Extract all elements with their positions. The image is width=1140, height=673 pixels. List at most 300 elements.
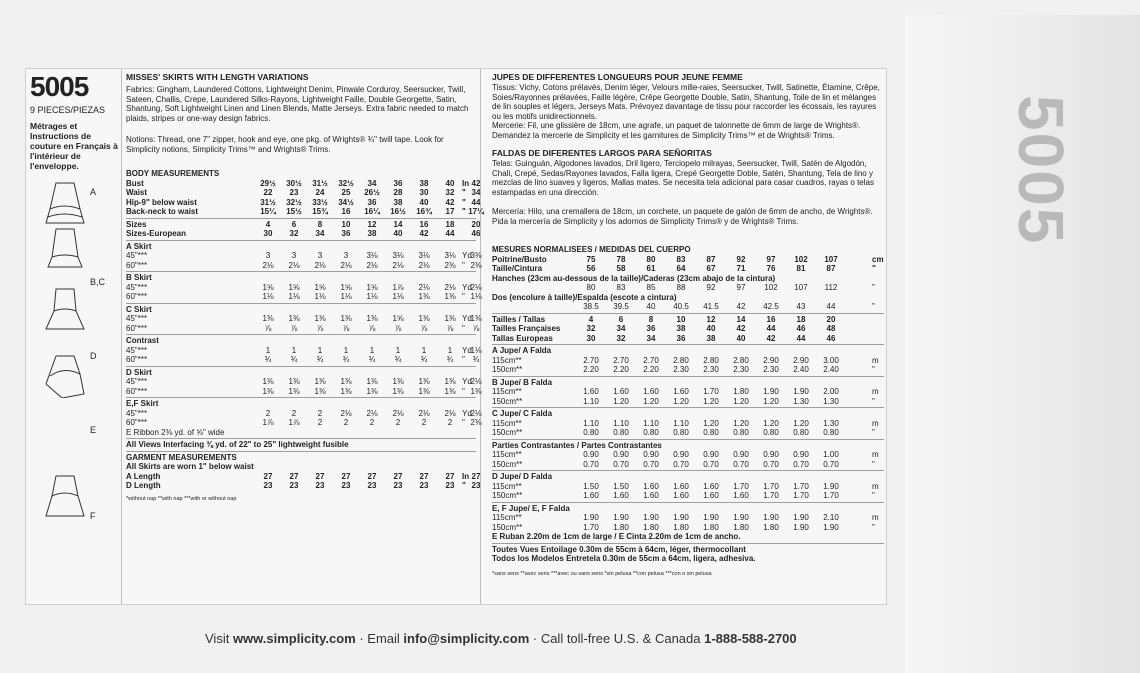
cell-value: 1.90 [763,513,779,522]
table-row [492,302,884,312]
cell-value: 1.20 [733,396,749,406]
cell-value: 17¼ [468,207,484,216]
cell-value: 1⅜ [288,314,300,323]
cell-value: 2 [395,418,401,427]
cell-value: 38.5 [583,302,599,311]
cell-value: 2.00 [823,387,839,396]
french-title: JUPES DE DIFFERENTES LONGUEURS POUR JEUNE FEMME [492,72,743,82]
cell-value: 0.80 [823,428,839,437]
cell-value: 92 [736,254,746,264]
cell-value: 2⅜ [470,418,482,427]
cell-value: 3 [343,251,349,260]
unit-label: " [462,188,466,197]
unit-label: " [872,491,875,500]
yardage-title: Contrast [126,336,159,345]
cell-value: 2⅛ [392,260,404,270]
cell-value: 3⅜ [470,251,482,260]
table-row [492,334,884,344]
view-label-e: E [90,425,97,435]
cell-value: 1⅜ [340,386,352,396]
view-label-a: A [90,187,97,197]
cell-value: 2.70 [643,355,659,365]
cell-value: ⅞ [446,323,454,333]
cell-value: 1.90 [643,513,659,522]
divider [126,218,476,219]
row-label: 115cm** [492,355,522,365]
cell-value: 0.80 [583,428,599,437]
cell-value: 40 [646,302,656,311]
cell-value: 1⅜ [444,386,456,396]
footer-contact [205,631,797,646]
cell-value: 1⅝ [288,282,300,292]
cell-value: 1.90 [763,387,779,396]
cell-value: 3⅛ [444,251,456,260]
cell-value: 1.10 [673,418,689,428]
cell-value: 2⅛ [444,282,456,292]
metrage-title: E, F Jupe/ E, F Falda [492,503,570,513]
cell-value: 0.70 [583,459,599,469]
row-label: Taille/Cintura [492,264,543,273]
cell-value: 1.80 [763,522,779,532]
cell-value: 1.80 [703,522,719,532]
cell-value: 23 [367,481,377,490]
cell-value: 2 [265,408,271,418]
cell-value: 2⅛ [418,408,430,418]
cell-value: 16 [341,207,351,216]
cell-value: 46 [826,333,836,343]
cell-value: 1.60 [733,491,749,500]
cell-value: 38 [706,333,716,343]
cell-value: 0.80 [673,428,689,437]
cell-value: 38 [419,178,429,188]
cell-value: 30 [419,188,429,197]
skirt-d-sketch [44,287,86,331]
unit-label: " [872,522,875,532]
unit-label: " [872,365,875,374]
cell-value: 2 [343,418,349,427]
cell-value: 1.60 [643,481,659,491]
mesures-title: MESURES NORMALISEES / MEDIDAS DEL CUERPO [492,245,691,254]
cell-value: 27 [263,471,273,481]
metrage-title: D Jupe/ D Falda [492,472,553,481]
cell-value: 1.60 [613,491,629,500]
english-title: MISSES' SKIRTS WITH LENGTH VARIATIONS [126,72,309,82]
cell-value: ¾ [368,355,376,364]
cell-value: 3⅛ [392,251,404,260]
cell-value: 1⅜ [418,377,430,386]
cell-value: 1⅛ [340,292,352,301]
cell-value: 97 [736,283,746,292]
unit-label: cm [872,254,884,264]
row-label: Tailles Françaises [492,324,561,333]
cell-value: 67 [706,264,716,273]
cell-value: 16 [766,314,776,324]
cell-value: 42 [419,229,429,238]
row-label: 45"*** [126,377,148,386]
cell-value: 2⅛ [366,408,378,418]
cell-value: 26½ [364,188,380,197]
cell-value: 32 [289,229,299,238]
cell-value: 36 [393,178,403,188]
cell-value: 1.80 [733,522,749,532]
dos-label: Dos (encolure à taille)/Espalda (escote a cintura) [492,292,677,302]
cell-value: 0.90 [793,450,809,459]
hanches-label: Hanches (23cm au-dessous de la taille)/Caderas (23cm abajo de la cintura) [492,273,776,283]
unit-label: " [872,428,875,437]
cell-value: 32 [445,188,455,197]
cell-value: 2⅛ [444,408,456,418]
table-row [126,260,482,271]
cell-value: 1⅜ [340,377,352,386]
unit-label: Yd [462,314,472,323]
cell-value: 1⅛ [392,292,404,301]
cell-value: 1.70 [823,491,839,500]
cell-value: 40 [706,324,716,333]
divider [126,366,476,367]
cell-value: 83 [616,283,626,292]
table-row [126,408,482,419]
cell-value: ¾ [420,355,428,364]
cell-value: 1⅜ [314,386,326,396]
fabrics-text: Fabrics: Gingham, Laundered Cottons, Lightweight Denim, Pinwale Corduroy, Seersucker, Twill, Sateen, Challis, Crepe, Laundered Silks-Rayons, Lightweight Faille, Double Georgette, Satin, Shantung, Soft Lightweight Linen and Linen Blends, Matte Jerseys. Extra fabric needed to match plaids, stripes or one-way design fabrics. [126,85,469,123]
cell-value: 27 [471,471,481,481]
table-row [126,292,482,302]
cell-value: 1.90 [673,513,689,522]
cell-value: 1 [447,345,453,355]
unit-label: " [462,207,466,216]
row-label: 60"*** [126,418,148,427]
row-label: 45"*** [126,408,148,418]
row-label: Sizes [126,219,147,229]
phone-number: 1-888-588-2700 [704,631,797,646]
cell-value: 1⅜ [262,314,274,323]
skirt-a-sketch [44,181,86,225]
cell-value: 1 [369,345,375,355]
cell-value: 16 [419,219,429,229]
cell-value: 1.60 [703,491,719,500]
call-label: · Call toll-free U.S. & Canada [529,631,705,646]
cell-value: 2 [291,408,297,418]
table-row [492,387,884,397]
english-measurement-table [126,169,484,504]
cell-value: 2.30 [673,365,689,374]
cell-value: 1.60 [583,387,599,396]
cell-value: 1.20 [613,396,629,406]
cell-value: 1⅜ [288,386,300,396]
unit-label: " [872,264,876,273]
cell-value: 0.80 [733,428,749,437]
cell-value: 83 [676,254,686,264]
cell-value: ¾ [316,355,324,364]
table-row [492,365,884,375]
cell-value: 34 [646,333,656,343]
cell-value: 1.20 [763,396,779,406]
cell-value: 1⅜ [262,377,274,386]
cell-value: 31½ [312,178,328,188]
cell-value: 40 [393,229,403,238]
unit-label: " [872,459,875,469]
cell-value: 1.70 [793,481,809,491]
cell-value: 27 [445,471,455,481]
cell-value: 42 [736,302,746,311]
divider [492,439,884,440]
cell-value: ¾ [394,355,402,364]
merceria-text: Mercería: Hilo, una cremallera de 18cm, un corchete, un paquete de galón de 6mm de ancho, de Wrights®. Pida la mercería de Simplicity y los adornos de Simplicity Trims® y de Wrights® Trims. [492,207,873,226]
english-footnote: *without nap **with nap ***with or without nap [126,495,237,502]
cell-value: 3⅛ [418,251,430,260]
cell-value: 0.90 [733,450,749,459]
cell-value: 2.70 [583,355,599,365]
cell-value: 2⅛ [314,260,326,270]
cell-value: 2⅛ [418,260,430,270]
unit-label: " [462,386,465,396]
cell-value: 1 [291,345,297,355]
unit-label: In [462,178,470,188]
table-row [492,482,884,492]
table-row [126,219,481,230]
cell-value: 2.20 [643,365,659,374]
cell-value: ⅞ [394,323,402,333]
cell-value: 1.90 [823,522,839,532]
unit-label: m [872,355,879,365]
cell-value: 6 [618,314,624,324]
row-label: 150cm** [492,491,523,500]
row-label: 45"*** [126,251,148,260]
cell-value: 23 [263,481,273,490]
cell-value: 40.5 [673,302,689,311]
french-spanish-column [488,69,886,604]
cell-value: 1⅜ [288,377,300,386]
cell-value: 23 [289,188,299,197]
cell-value: 1⅞ [392,282,404,292]
cell-value: 43 [796,302,806,311]
cell-value: 1.10 [583,418,599,428]
cell-value: 32 [586,324,596,333]
interfacing-note: All Views Interfacing ⅜ yd. of 22" to 25" lightweight fusible [126,440,349,449]
cell-value: 32½ [286,197,302,207]
cell-value: 28 [393,188,403,197]
cell-value: ¾ [472,355,480,364]
cell-value: 0.80 [613,428,629,437]
unit-label: Yd [462,345,472,355]
row-label: 115cm** [492,418,522,428]
row-label: 150cm** [492,428,523,437]
cell-value: 112 [824,283,838,292]
table-row [492,264,884,274]
cell-value: 31½ [260,197,276,207]
cell-value: 1⅜ [366,314,378,323]
cell-value: 1⅝ [262,282,274,292]
cell-value: 1.20 [703,396,719,406]
email-link[interactable]: info@simplicity.com [403,631,530,646]
cell-value: 0.70 [793,459,809,469]
table-row [126,314,482,324]
divider [126,451,476,452]
skirt-bc-sketch [44,227,86,271]
table-row [126,229,481,239]
divider [492,470,884,471]
cell-value: 1⅜ [366,377,378,386]
view-label-bc: B,C [90,277,106,287]
cell-value: 75 [586,254,596,264]
row-label: Back-neck to waist [126,207,199,216]
cell-value: 42 [736,324,746,333]
cell-value: 2 [369,418,375,427]
table-row [492,419,884,429]
cell-value: 1.80 [643,522,659,532]
table-row [492,255,884,265]
cell-value: 1.10 [583,396,599,406]
tissus-text: Tissus: Vichy, Cotons prélavés, Denim léger, Velours mille-raies, Seersucker, Twill, Satinette, Étamine, Crêpe, Soies/Rayonnes prélavées, Faille légère, Crêpe Georgette Double, Satin, Shantung, Toile de lin et mélanges de lin souples et légers, Jerseys Mats. Prévoyez davantage de tissu pour raccorder les écossais, les rayures ou les motifs unidirectionnels. [492,83,880,121]
table-row [492,397,884,407]
cell-value: 1.50 [613,481,629,491]
divider [492,376,884,377]
cell-value: ⅞ [342,323,350,333]
cell-value: 12 [367,219,377,229]
cell-value: 23 [445,481,455,490]
row-label: 45"*** [126,345,148,355]
cell-value: 3⅛ [366,251,378,260]
cell-value: 2 [317,418,323,427]
cell-value: 23 [315,481,325,490]
cell-value: 25 [341,188,351,197]
cell-value: 1⅜ [366,386,378,396]
cell-value: 16¾ [416,207,432,216]
cell-value: 1.20 [793,418,809,428]
table-row [492,523,884,533]
cell-value: 41.5 [703,302,719,311]
cell-value: 1.10 [643,418,659,428]
row-label: A Length [126,471,161,481]
cell-value: 34½ [338,197,354,207]
metric-measurement-table [492,245,884,579]
cell-value: 2⅛ [262,260,274,270]
cell-value: 2 [421,418,427,427]
table-row [492,450,884,460]
cell-value: 1.20 [733,418,749,428]
divider [126,271,476,272]
cell-value: 3 [265,251,271,260]
view-label-d: D [90,351,97,361]
cell-value: 36 [341,229,351,238]
cell-value: 1.00 [823,450,839,459]
cell-value: 1⅜ [262,386,274,396]
cell-value: 32 [616,333,626,343]
divider [126,397,476,398]
cell-value: 2.20 [583,365,599,374]
cell-value: 2 [447,418,453,427]
cell-value: 85 [646,283,656,292]
cell-value: 1⅜ [470,314,482,323]
cell-value: 0.90 [763,450,779,459]
cell-value: 1.70 [763,491,779,500]
row-label: 115cm** [492,387,522,396]
cell-value: 2.90 [763,355,779,365]
cell-value: 38 [393,197,403,207]
cell-value: 2.40 [823,365,839,374]
cell-value: 15½ [286,207,302,216]
cell-value: 1⅝ [392,314,404,323]
pieces-count: 9 PIECES/PIEZAS [30,105,106,115]
cell-value: 1⅛ [470,292,482,301]
table-row [492,315,884,325]
cell-value: 2⅜ [470,260,482,270]
cell-value: 1⅜ [314,314,326,323]
divider [492,502,884,503]
row-label: D Length [126,481,161,490]
cell-value: 46 [796,324,806,333]
cell-value: 0.80 [763,428,779,437]
metrage-title: B Jupe/ B Falda [492,377,553,387]
row-label: Hip-9" below waist [126,197,197,207]
unit-label: Yd [462,377,472,386]
cell-value: 1.90 [703,513,719,522]
cell-value: 1.90 [583,513,599,522]
cell-value: 42.5 [763,302,779,311]
cell-value: 1⅜ [418,386,430,396]
cell-value: 78 [616,254,626,264]
cell-value: 30½ [286,178,302,188]
cell-value: ⅞ [368,323,376,333]
cell-value: 1⅜ [418,314,430,323]
cell-value: 107 [824,254,838,264]
cell-value: 1.60 [643,387,659,396]
cell-value: 1.60 [613,387,629,396]
cell-value: 1.70 [583,522,599,532]
cell-value: 0.90 [643,450,659,459]
view-label-f: F [90,511,96,521]
divider [126,303,476,304]
cell-value: 29½ [260,178,276,188]
row-label: 150cm** [492,365,523,374]
cell-value: 1.90 [733,513,749,522]
website-link[interactable]: www.simplicity.com [232,631,356,646]
divider [492,407,884,408]
cell-value: 0.70 [823,459,839,469]
garment-title: GARMENT MEASUREMENTS [126,452,237,462]
cell-value: 81 [796,264,806,273]
cell-value: 40 [736,333,746,343]
cell-value: 2.80 [733,355,749,365]
unit-label: m [872,450,879,459]
row-label: 60"*** [126,260,148,270]
cell-value: 0.70 [673,459,689,469]
cell-value: 102 [794,254,808,264]
row-label: Poitrine/Busto [492,254,547,264]
row-label: 60"*** [126,386,148,396]
mercerie-text: Mercerie: Fil, une glissière de 18cm, une agrafe, un paquet de talonnette de 6mm de large de Wrights®. Demandez la mercerie de Simplicity et les garnitures de Simplicity Trims™ et de Wrights® Trims. [492,121,861,140]
cell-value: 1.20 [643,396,659,406]
cell-value: 1⅝ [366,282,378,292]
cell-value: 1⅜ [418,292,430,301]
cell-value: 34 [315,229,325,238]
garment-note: All Skirts are worn 1" below waist [126,462,254,471]
cell-value: 34 [367,178,377,188]
telas-text: Telas: Guinguán, Algodones lavados, Dril ligero, Terciopelo milrayas, Seersucker, Twill, Satén de Algodón, Chali, Crepé, Sedas/Rayones lavados, Falla ligera, Crepé Georgette Doble, Satén, Shantung, Tela de lino y mezclas de lino suaves y ligeros, Mallas mates. Se necesita tela adicional para casar cuadros, rayas o telas estampadas en una dirección. [492,159,874,197]
cell-value: 2.20 [613,365,629,374]
metrage-title: C Jupe/ C Falda [492,409,553,418]
row-label: 115cm** [492,450,522,459]
unit-label: m [872,481,879,491]
row-label: Waist [126,188,148,197]
unit-label: Yd [462,282,472,292]
cell-value: 2⅛ [340,408,352,418]
cell-value: 80 [646,254,656,264]
table-row [126,386,482,397]
table-row [126,207,484,217]
cell-value: 42 [471,178,481,188]
cell-value: 30 [586,333,596,343]
